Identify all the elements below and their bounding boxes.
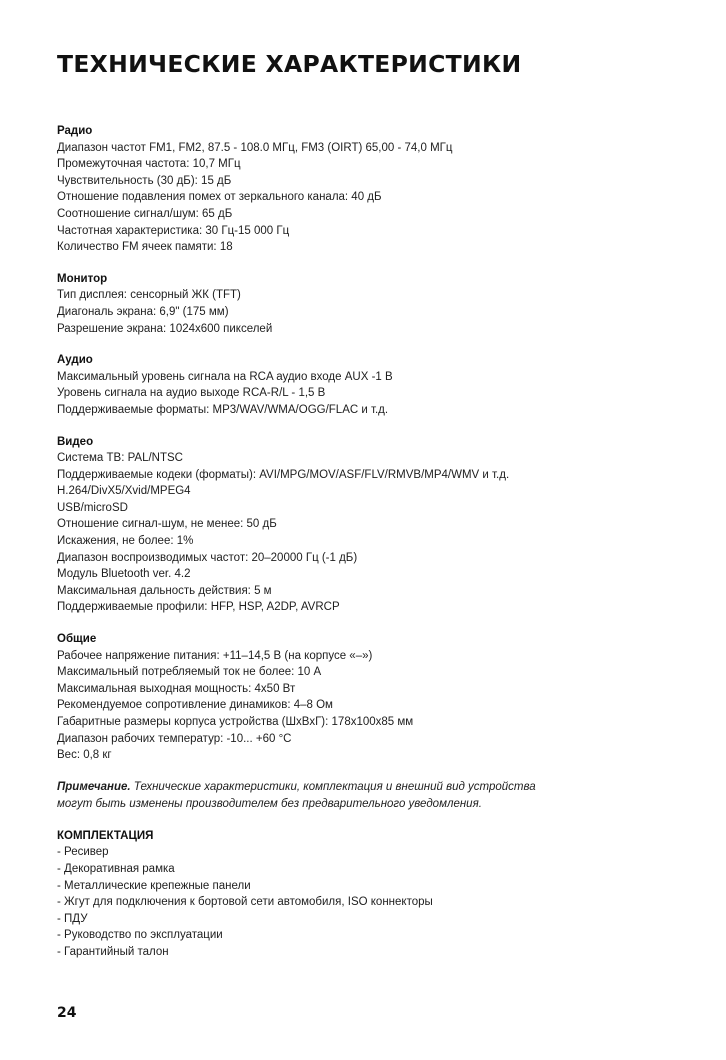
section-title: Монитор bbox=[57, 272, 108, 285]
spec-item: Модуль Bluetooth ver. 4.2 bbox=[57, 568, 191, 581]
spec-item: USB/microSD bbox=[57, 501, 128, 514]
page-number: 24 bbox=[57, 1005, 77, 1021]
section-title: Радио bbox=[57, 125, 93, 137]
section-title: Аудио bbox=[57, 354, 93, 367]
spec-item: Габаритные размеры корпуса устройства (ШхВхГ): 178х100х85 мм bbox=[57, 716, 414, 728]
kit-item: - Декоративная рамка bbox=[57, 862, 175, 875]
spec-item: H.264/DivX5/Xvid/MPEG4 bbox=[57, 485, 191, 498]
spec-item: Отношение подавления помех от зеркального канала: 40 дБ bbox=[57, 191, 382, 204]
spec-item: Максимальный потребляемый ток не более: 10 А bbox=[57, 666, 322, 679]
spec-content bbox=[57, 123, 687, 976]
spec-item: Отношение сигнал-шум, не менее: 50 дБ bbox=[57, 518, 277, 531]
spec-item: Соотношение сигнал/шум: 65 дБ bbox=[57, 207, 233, 220]
spec-item: Количество FM ячеек памяти: 18 bbox=[57, 241, 233, 254]
spec-item: Диагональ экрана: 6,9" (175 мм) bbox=[57, 305, 229, 318]
spec-item: Тип дисплея: сенсорный ЖК (TFT) bbox=[57, 289, 241, 302]
spec-item: Рекомендуемое сопротивление динамиков: 4–8 Ом bbox=[57, 699, 333, 712]
spec-item: Максимальная дальность действия: 5 м bbox=[57, 584, 272, 597]
kit-item: - Жгут для подключения к бортовой сети автомобиля, ISO коннекторы bbox=[57, 896, 433, 909]
note-text: Технические характеристики, комплектация и внешний вид устройства могут быть изменены производителем без предварительного уведомления. bbox=[57, 780, 536, 810]
kit-item: - Металлические крепежные панели bbox=[57, 879, 251, 892]
section-radio bbox=[57, 123, 687, 256]
spec-item: Частотная характеристика: 30 Гц-15 000 Гц bbox=[57, 224, 290, 237]
spec-item: Диапазон частот FM1, FM2, 87.5 - 108.0 МГц, FM3 (OIRT) 65,00 - 74,0 МГц bbox=[57, 141, 453, 154]
section-title: Видео bbox=[57, 435, 94, 448]
spec-item: Вес: 0,8 кг bbox=[57, 749, 112, 762]
spec-item: Максимальная выходная мощность: 4х50 Вт bbox=[57, 682, 296, 695]
note-label: Примечание. bbox=[57, 780, 131, 793]
spec-item: Диапазон воспроизводимых частот: 20–20000 Гц (-1 дБ) bbox=[57, 551, 358, 564]
spec-list bbox=[57, 287, 687, 337]
spec-item: Максимальный уровень сигнала на RCA аудио входе AUX -1 В bbox=[57, 370, 393, 383]
section-video bbox=[57, 434, 687, 617]
spec-list bbox=[57, 648, 687, 764]
spec-list bbox=[57, 369, 687, 419]
spec-item: Промежуточная частота: 10,7 МГц bbox=[57, 158, 241, 171]
spec-item: Чувствительность (30 дБ): 15 дБ bbox=[57, 174, 232, 187]
spec-list bbox=[57, 140, 687, 256]
section-title: Общие bbox=[57, 633, 97, 646]
spec-list bbox=[57, 450, 687, 616]
spec-item: Поддерживаемые кодеки (форматы): AVI/MPG/MOV/ASF/FLV/RMVB/MP4/WMV и т.д. bbox=[57, 468, 510, 481]
kit-item: - Гарантийный талон bbox=[57, 945, 169, 958]
section-audio bbox=[57, 352, 687, 418]
section-title: КОМПЛЕКТАЦИЯ bbox=[57, 829, 154, 842]
spec-item: Рабочее напряжение питания: +11–14,5 В (на корпусе «–») bbox=[57, 649, 373, 662]
kit-list bbox=[57, 844, 687, 960]
kit-item: - ПДУ bbox=[57, 912, 88, 925]
spec-item: Система ТВ: PAL/NTSC bbox=[57, 452, 183, 465]
spec-item: Поддерживаемые форматы: MP3/WAV/WMA/OGG/FLAC и т.д. bbox=[57, 403, 389, 416]
spec-item: Искажения, не более: 1% bbox=[57, 535, 194, 548]
spec-item: Диапазон рабочих температур: -10... +60 °С bbox=[57, 732, 292, 745]
section-kit bbox=[57, 828, 687, 961]
page-title: ТЕХНИЧЕСКИЕ ХАРАКТЕРИСТИКИ bbox=[57, 50, 522, 78]
kit-item: - Руководство по эксплуатации bbox=[57, 929, 223, 942]
spec-item: Уровень сигнала на аудио выходе RCA-R/L - 1,5 В bbox=[57, 387, 326, 400]
kit-item: - Ресивер bbox=[57, 846, 109, 859]
note-paragraph bbox=[57, 779, 537, 813]
spec-item: Разрешение экрана: 1024x600 пикселей bbox=[57, 322, 273, 335]
section-monitor bbox=[57, 271, 687, 337]
section-general bbox=[57, 631, 687, 764]
spec-item: Поддерживаемые профили: HFP, HSP, A2DP, AVRCP bbox=[57, 601, 340, 614]
